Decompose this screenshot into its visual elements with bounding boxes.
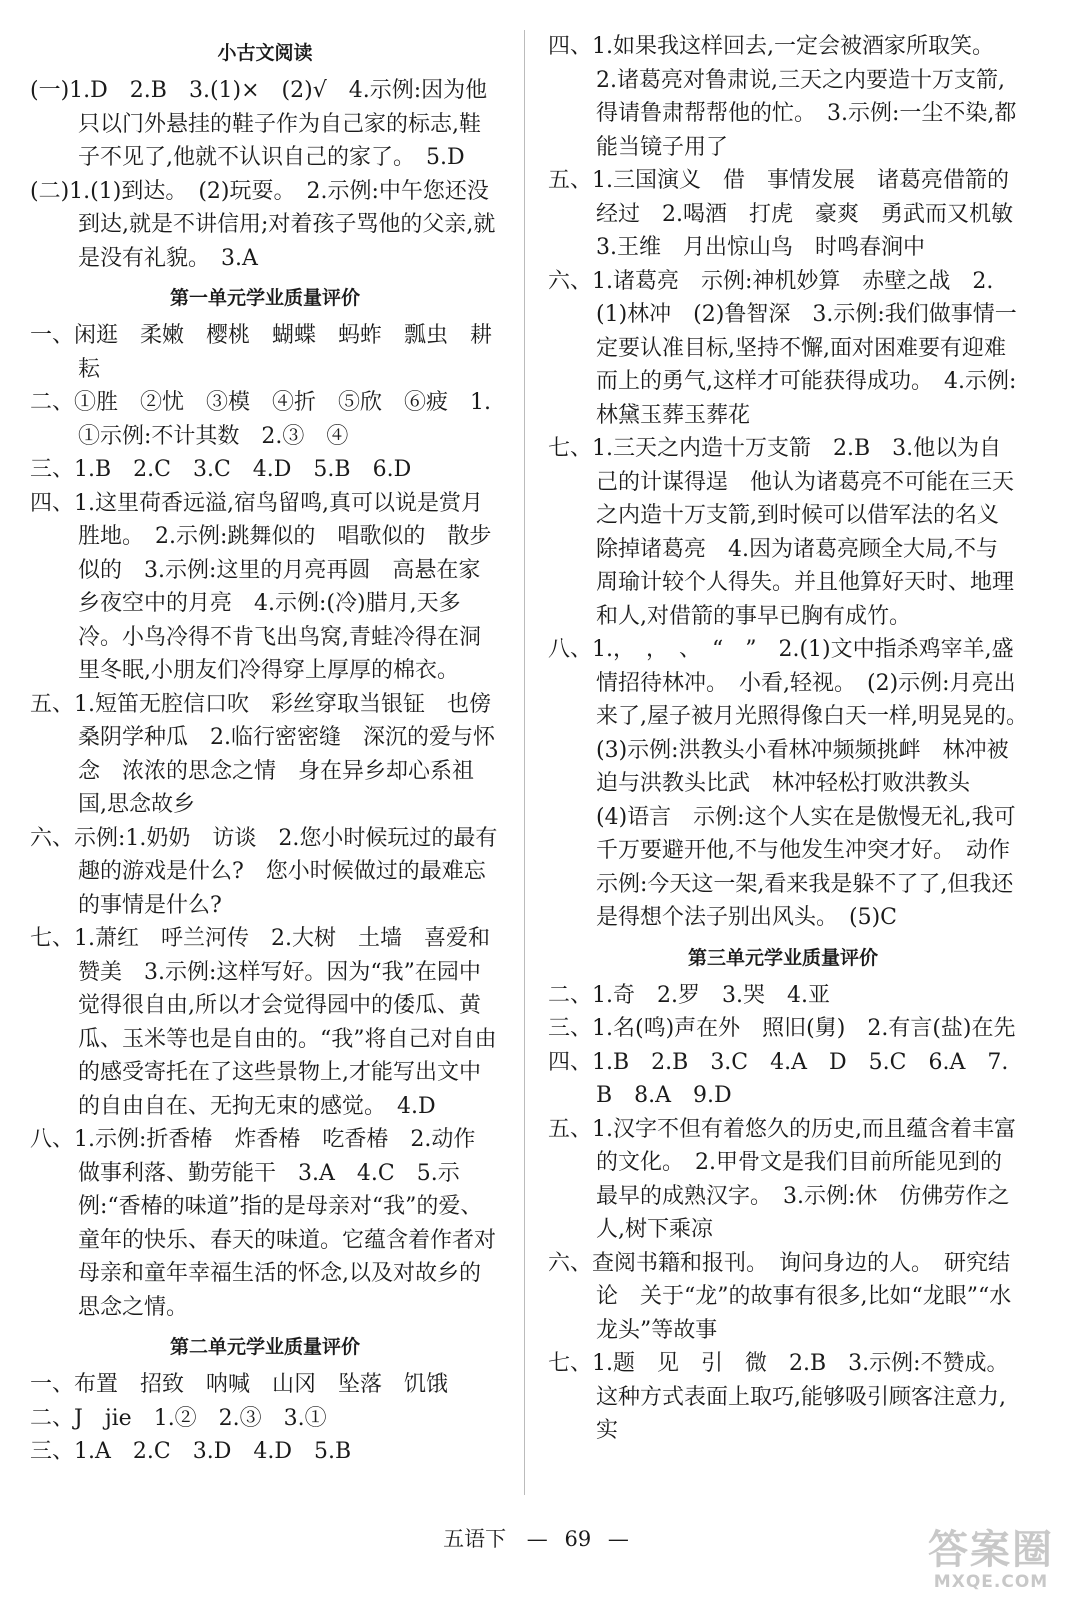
answer-paragraph: 七、1.三天之内造十万支箭 2.B 3.他以为自己的计谋得逞 他认为诸葛亮不可能在三天之内造十万支箭,到时候可以借军法的名义除掉诸葛亮 4.因为诸葛亮顾全大局,不与周瑜计较个人得失。并且他算好天时、地理和人,对借箭的事早已胸有成竹。 [548, 436, 1015, 629]
footer-dash-left: — [526, 1527, 548, 1551]
answer-paragraph: 三、1.B 2.C 3.C 4.D 5.B 6.D [30, 457, 412, 482]
answer-paragraph: 四、1.这里荷香远溢,宿鸟留鸣,真可以说是赏月胜地。 2.示例:跳舞似的 唱歌似的 散步似的 3.示例:这里的月亮再圆 高悬在家乡夜空中的月亮 4.示例:(冷)腊月,天多冷。小鸟冷得不肯飞出鸟窝,青蛙冷得在洞里冬眠,小朋友们冷得穿上厚厚的棉衣。 [30, 490, 492, 683]
answer-paragraph: 七、1.萧红 呼兰河传 2.大树 土墙 喜爱和赞美 3.示例:这样写好。因为“我”在园中觉得很自由,所以才会觉得园中的倭瓜、黄瓜、玉米等也是自由的。“我”将自己对自由的感受寄托在了这些景物上,才能写出文中的自由自在、无拘无束的感觉。 4.D [30, 926, 497, 1119]
answer-paragraph: 一、闲逛 柔嫩 樱桃 蝴蝶 蚂蚱 瓢虫 耕耘 [30, 323, 493, 382]
section-heading: 第一单元学业质量评价 [169, 287, 360, 309]
answer-paragraph: 八、1.， ， 、 “ ” 2.(1)文中指杀鸡宰羊,盛情招待林冲。 小看,轻视。 (2)示例:月亮出来了,屋子被月光照得像白天一样,明晃晃的。 (3)示例:洪教头小看林冲频频挑衅 林冲被迫与洪教头比武 林冲轻松打败洪教头 (4)语言 示例:这个人实在是傲慢无礼,我可千万要避开他,不与他发生冲突才好。 动作 示例:今天这一架,看来我是躲不了了,但我还是得想个法子别出风头。 (5)C [548, 637, 1040, 930]
answer-paragraph: 六、查阅书籍和报刊。 询问身边的人。 研究结论 关于“龙”的故事有很多,比如“龙眼”“水龙头”等故事 [548, 1250, 1012, 1343]
left-column [30, 30, 500, 1469]
watermark-url: MXQE.COM [933, 1572, 1049, 1592]
answer-paragraph: 三、1.A 2.C 3.D 4.D 5.B [30, 1439, 352, 1464]
answer-paragraph: 一、布置 招致 呐喊 山冈 坠落 饥饿 [30, 1372, 449, 1397]
section-heading: 第三单元学业质量评价 [687, 946, 878, 969]
watermark [928, 1528, 1054, 1592]
answer-paragraph: 三、1.名(鸣)声在外 照旧(舅) 2.有言(盐)在先 [548, 1016, 1016, 1041]
answer-paragraph: 六、示例:1.奶奶 访谈 2.您小时候玩过的最有趣的游戏是什么? 您小时候做过的最难忘的事情是什么? [30, 825, 498, 918]
answer-paragraph: (一)1.D 2.B 3.(1)× (2)√ 4.示例:因为他只以门外悬挂的鞋子作为自己家的标志,鞋子不见了,他就不认识自己的家了。 5.D [30, 78, 488, 170]
watermark-logo: 答案圈 [928, 1527, 1054, 1573]
section-heading: 小古文阅读 [217, 42, 313, 64]
column-divider [524, 30, 525, 1495]
answer-paragraph: 六、1.诸葛亮 示例:神机妙算 赤壁之战 2.(1)林冲 (2)鲁智深 3.示例:我们做事情一定要认准目标,坚持不懈,面对困难要有迎难而上的勇气,这样才可能获得成功。 4.示例:林黛玉葬玉葬花 [548, 268, 1017, 428]
page-number: 69 [564, 1527, 592, 1551]
answer-paragraph: 二、J jie 1.② 2.③ 3.① [30, 1405, 327, 1431]
answer-paragraph: 五、1.三国演义 借 事情发展 诸葛亮借箭的经过 2.喝酒 打虎 豪爽 勇武而又机敏 3.王维 月出惊山鸟 时鸣春涧中 [548, 168, 1036, 260]
right-column [548, 30, 1040, 1448]
answer-paragraph: 四、1.如果我这样回去,一定会被酒家所取笑。 2.诸葛亮对鲁肃说,三天之内要造十万支箭,得请鲁肃帮帮他的忙。 3.示例:一尘不染,都能当镜子用了 [548, 34, 1017, 160]
answer-paragraph: 二、①胜 ②忧 ③模 ④折 ⑤欣 ⑥疲 1.①示例:不计其数 2.③ ④ [30, 390, 491, 449]
footer-dash-right: — [607, 1527, 629, 1551]
footer-subject: 五语下 [443, 1527, 507, 1551]
answer-paragraph: 八、1.示例:折香椿 炸香椿 吃香椿 2.动作 做事利落、勤劳能干 3.A 4.C 5.示例:“香椿的味道”指的是母亲对“我”的爱、童年的快乐、春天的味道。它蕴含着作者对母亲和童年幸福生活的怀念,以及对故乡的思念之情。 [30, 1127, 498, 1320]
answer-paragraph: 二、1.奇 2.罗 3.哭 4.亚 [548, 982, 830, 1008]
answer-paragraph: 七、1.题 见 引 微 2.B 3.示例:不赞成。这种方式表面上取巧,能够吸引顾客注意力,实 [548, 1351, 1009, 1443]
answer-paragraph: 四、1.B 2.B 3.C 4.A D 5.C 6.A 7.B 8.A 9.D [548, 1049, 1009, 1108]
answer-paragraph: (二)1.(1)到达。 (2)玩耍。 2.示例:中午您还没到达,就是不讲信用;对着孩子骂他的父亲,就是没有礼貌。 3.A [30, 178, 496, 271]
section-heading: 第二单元学业质量评价 [169, 1336, 360, 1358]
page-footer [0, 1524, 1072, 1554]
answer-paragraph: 五、1.汉字不但有着悠久的历史,而且蕴含着丰富的文化。 2.甲骨文是我们目前所能见到的最早的成熟汉字。 3.示例:休 仿佛劳作之人,树下乘凉 [548, 1116, 1016, 1242]
answer-paragraph: 五、1.短笛无腔信口吹 彩丝穿取当银钲 也傍桑阴学种瓜 2.临行密密缝 深沉的爱与怀念 浓浓的思念之情 身在异乡却心系祖国,思念故乡 [30, 691, 495, 817]
